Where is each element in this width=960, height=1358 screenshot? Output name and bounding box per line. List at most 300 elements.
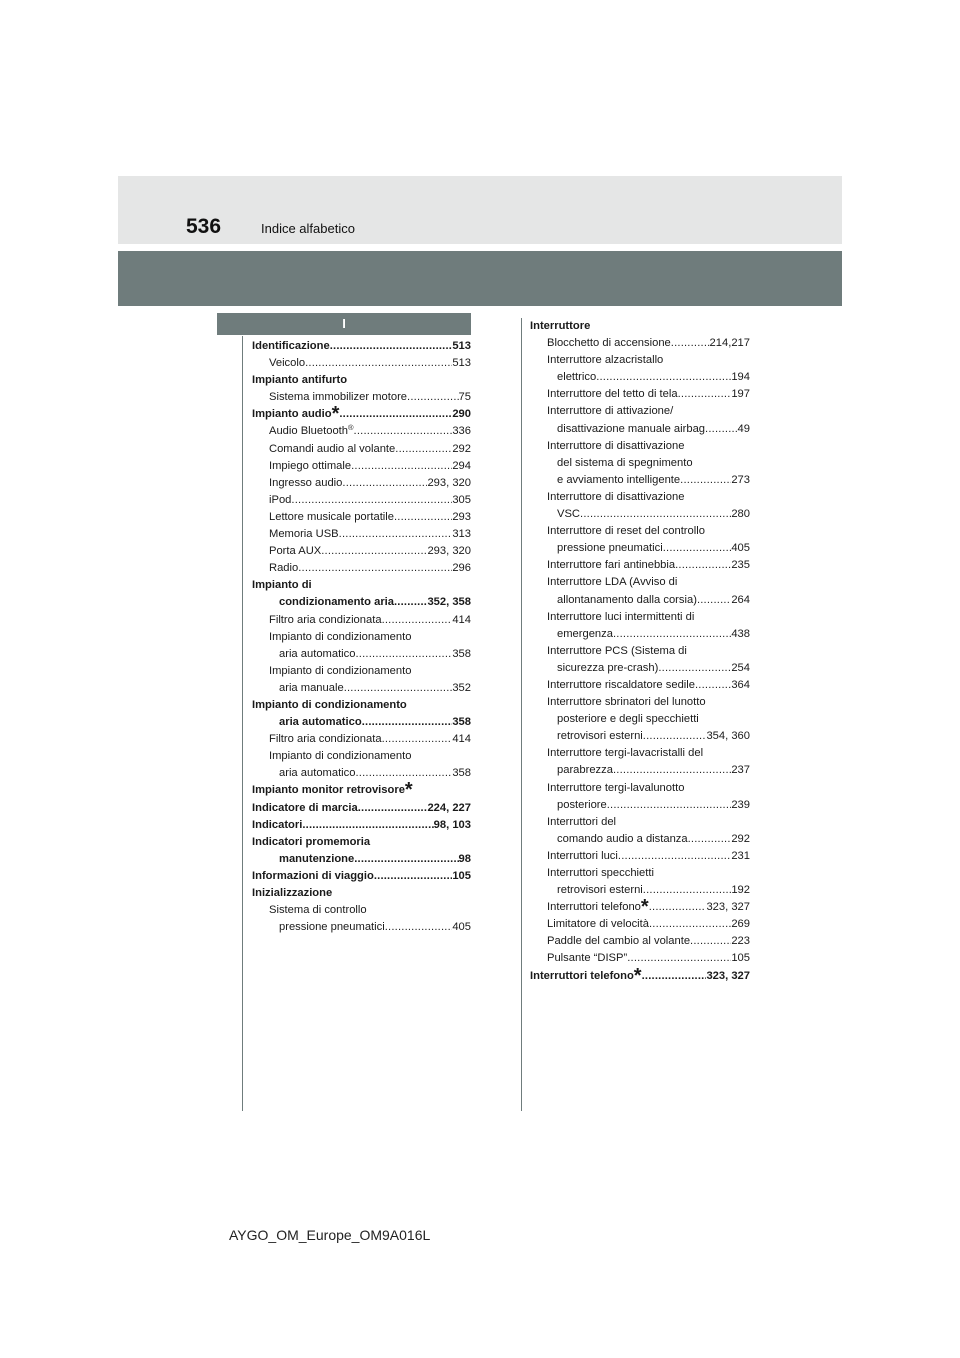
index-entry-text: iPod — [269, 493, 292, 506]
index-entry-label — [252, 817, 302, 834]
index-entry — [252, 779, 471, 802]
index-entry — [530, 506, 750, 523]
dot-leader — [356, 646, 453, 663]
index-entry-text: Radio — [269, 562, 299, 575]
index-entry — [252, 372, 471, 389]
index-entry-text: Interruttore di reset del controllo — [547, 525, 705, 538]
dot-leader — [678, 386, 732, 403]
index-entry-text: Interruttore di disattivazione — [547, 490, 685, 503]
index-entry-text: Porta AUX — [269, 545, 322, 558]
index-entry — [530, 865, 750, 882]
index-entry-text: elettrico — [557, 371, 597, 384]
dot-leader — [618, 848, 731, 865]
index-entry-label — [557, 472, 680, 489]
index-entry — [530, 964, 750, 987]
index-entry-text: Interruttori luci — [547, 849, 618, 862]
dot-leader — [382, 612, 453, 629]
index-entry-text: Interruttore sbrinatori del lunotto — [547, 696, 706, 709]
dot-leader — [302, 817, 433, 834]
index-entry-text: Lettore musicale portatile — [269, 510, 394, 523]
index-entry-page: 269 — [731, 918, 750, 931]
dot-leader — [321, 543, 427, 560]
index-entry — [530, 557, 750, 574]
index-entry-page: 194 — [731, 371, 750, 384]
index-entry-text: Inizializzazione — [252, 887, 333, 899]
index-entry-page: 513 — [452, 357, 471, 370]
index-entry-label — [269, 663, 411, 680]
index-entry-label — [269, 509, 394, 526]
index-entry-page: 358 — [452, 767, 471, 780]
index-entry-text: Identificazione — [252, 340, 330, 352]
dot-leader — [356, 765, 453, 782]
index-entry-text: aria manuale — [279, 681, 344, 694]
index-entry — [252, 902, 471, 919]
index-entry-page: 49 — [737, 422, 750, 435]
index-entry-label — [269, 355, 305, 372]
dot-leader — [695, 677, 731, 694]
index-entry-label — [557, 540, 663, 557]
index-entry-text: Impianto di condizionamento — [252, 698, 407, 711]
index-entry-text: Interruttore di attivazione/ — [547, 405, 674, 418]
index-entry-label — [547, 403, 673, 420]
index-entry — [530, 438, 750, 455]
dot-leader — [362, 714, 453, 731]
index-entry — [530, 694, 750, 711]
asterisk-note: * — [331, 403, 340, 426]
index-entry-text: Comandi audio al volante — [269, 442, 396, 455]
index-entry-page: 364 — [731, 678, 750, 691]
letter-heading: I — [342, 316, 346, 331]
index-entry-text: Impianto di — [252, 579, 312, 592]
index-entry-label — [547, 557, 675, 574]
index-entry-label — [252, 403, 340, 426]
index-entry-label — [530, 964, 642, 987]
index-entry-label — [547, 574, 677, 591]
asterisk-note: * — [404, 779, 413, 802]
index-entry-page: 414 — [452, 733, 471, 746]
index-entry-page: 197 — [731, 388, 750, 401]
column-divider-left — [242, 336, 243, 1111]
index-entry-label — [547, 386, 678, 403]
index-entry — [530, 831, 750, 848]
index-entry-page: 231 — [731, 849, 750, 862]
index-entry — [252, 885, 471, 902]
index-entry-label — [252, 868, 374, 885]
index-entry-label — [557, 660, 658, 677]
dot-leader — [658, 660, 731, 677]
index-entry — [252, 612, 471, 629]
index-entry-text: Interruttore fari antinebbia — [547, 559, 676, 572]
index-entry-label — [547, 848, 618, 865]
index-entry — [252, 629, 471, 646]
index-entry-text: Informazioni di viaggio — [252, 869, 374, 882]
index-entry-label — [252, 697, 407, 714]
index-entry-page: 293, 320 — [427, 545, 471, 558]
index-entry-text: aria automatico — [279, 647, 356, 660]
index-entry — [252, 594, 471, 611]
index-entry — [530, 896, 750, 919]
index-entry-text: parabrezza — [557, 764, 613, 777]
index-entry-page: 336 — [452, 425, 471, 438]
index-entry-text: Impiego ottimale — [269, 459, 352, 472]
index-column-right — [530, 318, 750, 985]
dot-leader — [697, 592, 731, 609]
index-entry-label — [252, 800, 358, 817]
index-entry-page: 296 — [452, 562, 471, 575]
index-entry-page: 354, 360 — [706, 730, 750, 743]
column-divider-middle — [521, 318, 522, 1111]
dot-leader — [607, 797, 732, 814]
index-entry-text: Limitatore di velocità — [547, 918, 649, 931]
index-entry-label — [269, 458, 351, 475]
index-entry — [252, 355, 471, 372]
index-entry-text: Paddle del cambio al volante — [547, 935, 691, 948]
index-entry-text: comando audio a distanza — [557, 832, 688, 845]
index-entry-label — [269, 526, 339, 543]
index-entry-text: Impianto di condizionamento — [269, 750, 412, 763]
index-entry-page: 294 — [452, 459, 471, 472]
index-entry-label — [269, 543, 321, 560]
page-title: Indice alfabetico — [261, 221, 355, 236]
index-entry-page: 98 — [458, 852, 471, 865]
index-entry-page: 414 — [452, 613, 471, 626]
index-entry — [252, 919, 471, 936]
dot-leader — [407, 389, 459, 406]
index-entry — [530, 335, 750, 352]
index-entry-label — [252, 338, 330, 355]
index-entry-label — [269, 748, 411, 765]
index-entry-text: posteriore — [557, 798, 607, 811]
index-entry-text: Ingresso audio — [269, 476, 343, 489]
index-entry-label — [252, 577, 312, 594]
index-entry — [252, 423, 471, 440]
dot-leader — [358, 800, 428, 817]
index-entry — [530, 318, 750, 335]
index-entry — [530, 421, 750, 438]
index-entry-page: 290 — [452, 408, 471, 421]
index-entry-page: 438 — [731, 627, 750, 640]
index-entry-text: retrovisori esterni — [557, 730, 643, 743]
dot-leader — [339, 406, 452, 423]
index-entry-page: 239 — [731, 798, 750, 811]
index-entry-label — [557, 797, 607, 814]
dot-leader — [339, 526, 453, 543]
index-entry-label — [279, 646, 356, 663]
index-entry — [252, 577, 471, 594]
page-number: 536 — [186, 215, 222, 238]
index-entry-page: 352 — [452, 681, 471, 694]
index-entry — [252, 680, 471, 697]
index-entry-label — [557, 626, 613, 643]
index-entry-text: Interruttore LDA (Avviso di — [547, 576, 678, 589]
dot-leader — [291, 492, 452, 509]
index-entry-page: 293 — [452, 510, 471, 523]
index-entry-text: e avviamento intelligente — [557, 473, 681, 486]
index-entry-text: Impianto di condizionamento — [269, 664, 412, 677]
section-band — [118, 251, 842, 306]
index-entry-text: posteriore e degli specchietti — [557, 713, 699, 726]
dot-leader — [663, 540, 732, 557]
index-entry — [252, 492, 471, 509]
index-entry-label — [557, 369, 596, 386]
index-entry-label — [547, 694, 706, 711]
index-entry-label — [547, 950, 627, 967]
index-entry-page: 98, 103 — [433, 818, 471, 831]
index-entry — [530, 403, 750, 420]
index-entry — [252, 765, 471, 782]
index-entry — [252, 834, 471, 851]
index-entry-text: Interruttore tergi-lavacristalli del — [547, 747, 704, 760]
dot-leader — [680, 472, 731, 489]
index-entry-label — [547, 745, 703, 762]
index-entry-text: sicurezza pre-crash) — [557, 661, 659, 674]
index-entry-page: 513 — [452, 340, 471, 352]
index-entry — [252, 817, 471, 834]
index-entry-label — [279, 765, 356, 782]
index-entry — [252, 458, 471, 475]
index-entry-page: 224, 227 — [427, 801, 471, 814]
index-entry-label — [557, 506, 580, 523]
index-entry-text: manutenzione — [279, 852, 355, 865]
index-entry — [252, 800, 471, 817]
index-entry-text: Filtro aria condizionata — [269, 733, 382, 746]
index-entry-page: 313 — [452, 528, 471, 541]
index-entry-page: 358 — [452, 647, 471, 660]
dot-leader — [643, 728, 707, 745]
dot-leader — [298, 560, 452, 577]
dot-leader — [627, 950, 731, 967]
index-entry-text: pressione pneumatici — [557, 542, 663, 555]
index-entry-text: Impianto antifurto — [252, 374, 348, 387]
index-entry-text: Indicatori promemoria — [252, 835, 371, 848]
index-entry-page: 323, 327 — [706, 901, 750, 914]
dot-leader — [374, 868, 453, 885]
index-entry-page: 280 — [731, 508, 750, 521]
index-entry — [530, 455, 750, 472]
index-entry — [530, 643, 750, 660]
index-entry-text: aria automatico — [279, 767, 356, 780]
index-entry-text: Interruttori specchietti — [547, 867, 654, 879]
index-entry-label — [279, 680, 344, 697]
index-entry — [252, 714, 471, 731]
index-entry-text: Impianto audio — [252, 408, 332, 421]
index-entry-label — [547, 916, 649, 933]
index-entry — [530, 728, 750, 745]
index-entry — [252, 403, 471, 426]
dot-leader — [395, 441, 452, 458]
dot-leader — [649, 899, 707, 916]
dot-leader — [613, 762, 731, 779]
index-entry-label — [557, 711, 699, 728]
index-entry — [252, 646, 471, 663]
index-entry-text: Interruttore di disattivazione — [547, 439, 685, 452]
index-entry-label — [252, 779, 413, 802]
index-entry-text: Veicolo — [269, 357, 306, 370]
index-entry-page: 105 — [731, 952, 750, 965]
index-entry — [252, 731, 471, 748]
index-entry-label — [530, 318, 590, 335]
index-entry-page: 264 — [731, 593, 750, 606]
dot-leader — [344, 680, 453, 697]
index-entry — [252, 475, 471, 492]
asterisk-note: * — [640, 896, 649, 919]
index-entry-label — [557, 592, 697, 609]
index-entry-text: Interruttore riscaldatore sedile — [547, 678, 695, 691]
index-entry — [530, 780, 750, 797]
index-entry — [530, 472, 750, 489]
index-entry-label — [252, 885, 332, 902]
index-entry-text: Interruttore del tetto di tela — [547, 388, 678, 401]
index-column-left — [252, 338, 471, 936]
index-entry — [530, 916, 750, 933]
index-entry-label — [269, 612, 382, 629]
index-entry-page: 235 — [731, 559, 750, 572]
index-entry-text: disattivazione manuale airbag — [557, 422, 706, 435]
index-entry-page: 323, 327 — [706, 969, 750, 982]
index-entry-label — [547, 677, 695, 694]
dot-leader — [649, 916, 731, 933]
index-entry — [530, 609, 750, 626]
index-entry-page: 223 — [731, 935, 750, 948]
dot-leader — [354, 423, 453, 440]
index-entry — [252, 851, 471, 868]
index-entry-page: 237 — [731, 764, 750, 777]
dot-leader — [671, 335, 710, 352]
registered-mark: ® — [348, 423, 354, 433]
index-entry — [252, 663, 471, 680]
index-entry — [252, 338, 471, 355]
index-entry — [252, 543, 471, 560]
dot-leader — [596, 369, 731, 386]
index-entry-label — [547, 609, 694, 626]
index-entry-label — [557, 831, 688, 848]
index-entry-page: 305 — [452, 493, 471, 506]
index-entry — [530, 660, 750, 677]
index-entry — [530, 489, 750, 506]
index-entry-label — [547, 780, 684, 797]
index-entry-page: 352, 358 — [427, 596, 471, 609]
index-entry-label — [269, 560, 298, 577]
index-entry — [530, 592, 750, 609]
dot-leader — [351, 458, 452, 475]
index-entry-label — [547, 523, 705, 540]
dot-leader — [580, 506, 731, 523]
index-entry-text: Impianto monitor retrovisore — [252, 784, 405, 797]
index-entry — [530, 523, 750, 540]
index-entry-text: Memoria USB — [269, 528, 339, 541]
index-entry-text: Sistema di controllo — [269, 904, 367, 917]
index-entry-page: 292 — [452, 442, 471, 455]
dot-leader — [354, 851, 458, 868]
index-entry-text: Interruttore luci intermittenti di — [547, 610, 695, 623]
index-entry-label — [547, 933, 690, 950]
index-entry-label — [547, 335, 671, 352]
index-entry-label — [279, 714, 362, 731]
index-entry-text: Interruttori telefono — [547, 901, 641, 914]
index-entry-label — [547, 438, 684, 455]
index-entry — [252, 697, 471, 714]
index-entry — [530, 677, 750, 694]
index-entry-text: Impianto di condizionamento — [269, 630, 412, 643]
index-entry-text: retrovisori esterni — [557, 884, 643, 897]
asterisk-note: * — [633, 964, 642, 987]
index-entry — [530, 386, 750, 403]
index-entry-label — [547, 643, 687, 660]
index-entry-label — [557, 421, 705, 438]
index-entry — [530, 848, 750, 865]
index-entry-text: Indicatori — [252, 818, 303, 831]
dot-leader — [675, 557, 731, 574]
index-entry-text: emergenza — [557, 627, 613, 640]
dot-leader — [613, 626, 731, 643]
index-entry — [530, 745, 750, 762]
index-entry-text: Interruttori telefono — [530, 969, 634, 982]
index-entry — [252, 389, 471, 406]
index-entry-text: aria automatico — [279, 716, 362, 729]
header-band — [118, 176, 842, 244]
index-entry-label — [547, 489, 684, 506]
index-entry-label — [557, 455, 693, 472]
index-entry-label — [252, 372, 347, 389]
dot-leader — [642, 968, 707, 985]
index-entry-text: Filtro aria condizionata — [269, 613, 382, 626]
index-entry — [252, 560, 471, 577]
index-entry-page: 273 — [731, 473, 750, 486]
index-entry-label — [547, 896, 649, 919]
dot-leader — [394, 594, 427, 611]
index-entry — [530, 711, 750, 728]
index-entry-text: Indicatore di marcia — [252, 801, 358, 814]
index-entry-label — [279, 851, 354, 868]
index-entry-text: pressione pneumatici — [279, 921, 385, 934]
index-entry-text: Interruttore — [530, 320, 591, 332]
index-entry-label — [557, 762, 613, 779]
index-entry — [530, 540, 750, 557]
index-entry-page: 293, 320 — [427, 476, 471, 489]
index-entry-page: 358 — [452, 716, 471, 729]
dot-leader — [688, 831, 732, 848]
index-entry-text: Sistema immobilizer motore — [269, 391, 408, 404]
index-entry-text: Interruttore alzacristallo — [547, 354, 664, 367]
index-entry — [530, 933, 750, 950]
index-entry-text: condizionamento aria — [279, 596, 394, 609]
index-entry-page: 214,217 — [709, 337, 750, 350]
index-entry-text: Interruttore PCS (Sistema di — [547, 644, 687, 657]
dot-leader — [705, 421, 738, 438]
index-entry — [252, 509, 471, 526]
index-entry-label — [547, 865, 654, 882]
dot-leader — [394, 509, 452, 526]
index-entry-text: VSC — [557, 508, 581, 521]
index-entry — [530, 797, 750, 814]
document-code: AYGO_OM_Europe_OM9A016L — [229, 1227, 431, 1243]
index-entry-label — [269, 423, 354, 440]
index-entry-page: 105 — [452, 869, 471, 882]
index-entry-label — [279, 594, 394, 611]
index-entry-label — [279, 919, 385, 936]
index-entry-label — [269, 441, 395, 458]
dot-leader — [330, 338, 453, 355]
index-entry-label — [547, 814, 616, 831]
dot-leader — [385, 919, 453, 936]
index-entry-label — [252, 834, 370, 851]
index-entry-text: allontanamento dalla corsia) — [557, 593, 697, 606]
index-entry-text: Blocchetto di accensione — [547, 337, 671, 350]
index-entry-page: 292 — [731, 832, 750, 845]
letter-heading-bar — [217, 313, 471, 335]
index-entry-label — [557, 882, 643, 899]
dot-leader — [382, 731, 453, 748]
